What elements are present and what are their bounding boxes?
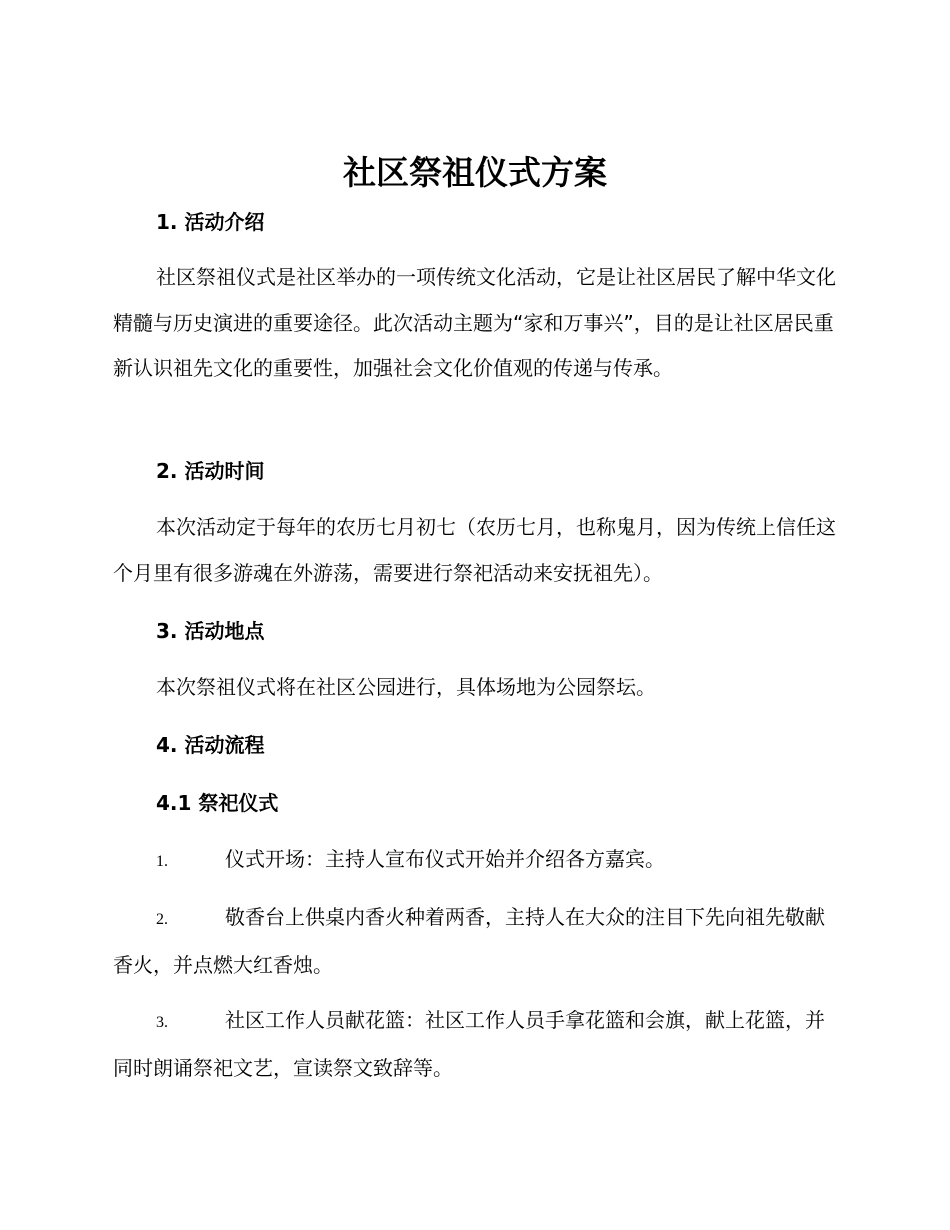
list-item: [113, 837, 838, 885]
list-item-number: 1.: [156, 853, 168, 870]
document-title: 社区祭祖仪式方案: [343, 153, 607, 192]
list-item: [113, 895, 838, 988]
section-heading-time: 2. 活动时间: [156, 459, 265, 483]
section-heading-process: 4. 活动流程: [156, 733, 265, 757]
list-item-text: 仪式开场：主持人宣布仪式开始并介绍各方嘉宾。: [225, 847, 665, 871]
list-item-number: 3.: [156, 1014, 168, 1031]
section-body-time: 本次活动定于每年的农历七月初七（农历七月，也称鬼月，因为传统上信任这个月里有很多游魂在外游荡，需要进行祭祀活动来安抚祖先）。: [113, 515, 836, 585]
section-body-intro: 社区祭祖仪式是社区举办的一项传统文化活动，它是让社区居民了解中华文化精髓与历史演进的重要途径。此次活动主题为“家和万事兴”，目的是让社区居民重新认识祖先文化的重要性，加强社会文化价值观的传递与传承。: [113, 265, 836, 380]
list-item: [113, 998, 838, 1091]
section-body-location: 本次祭祖仪式将在社区公园进行，具体场地为公园祭坛。: [156, 675, 656, 699]
list-item-text: 敬香台上供桌内香火种着两香，主持人在大众的注目下先向祖先敬献香火，并点燃大红香烛。: [113, 905, 825, 977]
section-heading-intro: 1. 活动介绍: [156, 210, 265, 234]
section-heading-ritual: 4.1 祭祀仪式: [156, 791, 279, 815]
list-item-number: 2.: [156, 911, 168, 928]
section-heading-location: 3. 活动地点: [156, 619, 265, 643]
list-item-text: 社区工作人员献花篮：社区工作人员手拿花篮和会旗，献上花篮，并同时朗诵祭祀文艺，宣读祭文致辞等。: [113, 1008, 825, 1080]
